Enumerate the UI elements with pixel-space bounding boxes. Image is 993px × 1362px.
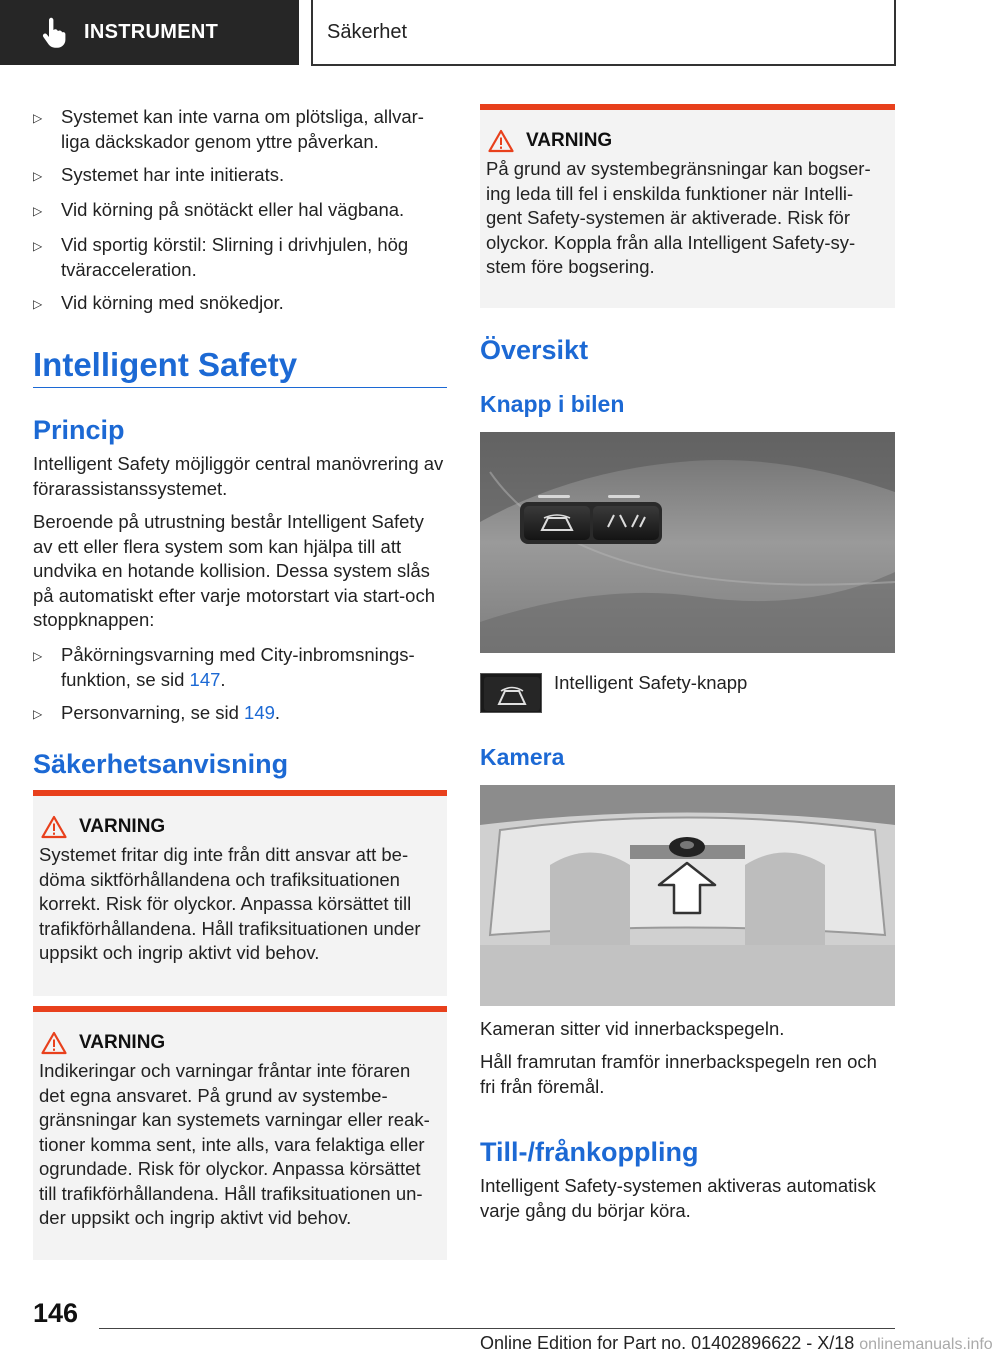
chapter-tab-label: INSTRUMENT (84, 21, 219, 43)
warning-title: VARNING (526, 130, 613, 151)
warning-triangle-icon (41, 1031, 67, 1055)
onoff-paragraph: Intelligent Safety-systemen aktiveras automatisk varje gång du börjar köra. (480, 1175, 876, 1221)
footer-edition: Online Edition for Part no. 01402896622 - X/18 onlinemanuals.info (480, 1333, 993, 1353)
car-button-panel-photo (480, 432, 895, 653)
watermark: onlinemanuals.info (859, 1336, 993, 1353)
warning-box (480, 104, 895, 308)
top-bullet-list (33, 104, 447, 317)
chapter-tab[interactable] (0, 0, 299, 65)
principle-paragraph-2: Beroende på utrustning består Intelligent Safety av ett eller flera system som kan hjälpa till att undvika en hotande kollision. Dessa system slås på automatiskt efter varje motorstart via start-och stoppknappen: (33, 511, 436, 630)
camera-photo (480, 785, 895, 1006)
triangle-bullet-icon: ▷ (33, 707, 43, 721)
warning-title: VARNING (79, 1032, 166, 1053)
triangle-bullet-icon: ▷ (33, 169, 43, 183)
windshield-camera-photo (480, 785, 895, 1006)
button-photo (480, 432, 895, 653)
warning-title: VARNING (79, 816, 166, 837)
principle-bullet-list (33, 642, 447, 727)
warning-triangle-icon (41, 815, 67, 839)
triangle-bullet-icon: ▷ (33, 204, 43, 218)
warning-box (33, 1006, 447, 1260)
page-title: Intelligent Safety (33, 346, 298, 383)
triangle-bullet-icon: ▷ (33, 111, 43, 125)
triangle-bullet-icon: ▷ (33, 297, 43, 311)
page-number: 146 (33, 1298, 79, 1328)
warning-text: Indikeringar och varningar fråntar inte föraren det egna ansvaret. På grund av systembe-gränsningar kan systemets varningar eller reak-tioner komma sent, inte alls, vara felaktiga eller ogrundade. Risk för olyckor. Anpassa körsättet till trafikförhållandena. Håll trafiksituationen un-der uppsikt och ingrip aktivt vid behov. (39, 1060, 430, 1228)
list-item: ▷ Vid sportig körstil: Slirning i drivhjulen, hög tväracceleration. (33, 234, 409, 280)
footer-divider (99, 1328, 895, 1329)
triangle-bullet-icon: ▷ (33, 649, 43, 663)
warning-text: På grund av systembegränsningar kan bogser-ing leda till fel i enskilda funktioner när Intelli-gent Safety-systemen är aktiverade. Risk för olyckor. Koppla från alla Intelligent Safety-sy-stem före bogsering. (486, 158, 871, 277)
triangle-bullet-icon: ▷ (33, 239, 43, 253)
section-title: Säkerhet (311, 0, 896, 66)
warning-box (33, 790, 447, 996)
list-item: ▷ Systemet kan inte varna om plötsliga, allvar-liga däckskador genom yttre påverkan. (33, 106, 424, 152)
safety-heading: Säkerhetsanvisning (33, 749, 289, 779)
list-item: ▷ Systemet har inte initierats. (33, 162, 447, 189)
page-link-149[interactable]: 149 (244, 702, 275, 723)
title-divider (33, 387, 447, 388)
overview-heading: Översikt (480, 335, 589, 365)
list-item: ▷ Vid körning på snötäckt eller hal vägbana. (33, 197, 447, 224)
list-item: ▷ Personvarning, se sid 149. (33, 700, 447, 727)
page-link-147[interactable]: 147 (189, 669, 221, 690)
onoff-heading: Till-/frånkoppling (480, 1137, 699, 1167)
camera-paragraph-1: Kameran sitter vid innerbackspegeln. (480, 1018, 785, 1039)
camera-paragraph-2: Håll framrutan framför innerbackspegeln ren och fri från föremål. (480, 1051, 877, 1097)
warning-triangle-icon (488, 129, 514, 153)
principle-paragraph-1: Intelligent Safety möjliggör central manövrering av förarassistanssystemet. (33, 453, 444, 499)
principle-heading: Princip (33, 415, 125, 445)
list-item: ▷ Vid körning med snökedjor. (33, 290, 447, 317)
intelligent-safety-button-icon (481, 674, 543, 714)
hand-pointer-icon (38, 17, 70, 49)
warning-text: Systemet fritar dig inte från ditt ansvar att be-döma siktförhållandena och trafiksituationen korrekt. Risk för olyckor. Anpassa körsättet till trafikförhållandena. Håll trafiksituationen under uppsikt och ingrip aktivt vid behov. (39, 844, 421, 963)
button-heading: Knapp i bilen (480, 391, 625, 417)
button-caption: Intelligent Safety-knapp (554, 672, 748, 693)
camera-heading: Kamera (480, 744, 565, 770)
list-item: ▷ Påkörningsvarning med City-inbromsnings-funktion, se sid 147. (33, 644, 415, 690)
safety-button-thumbnail (480, 673, 542, 713)
